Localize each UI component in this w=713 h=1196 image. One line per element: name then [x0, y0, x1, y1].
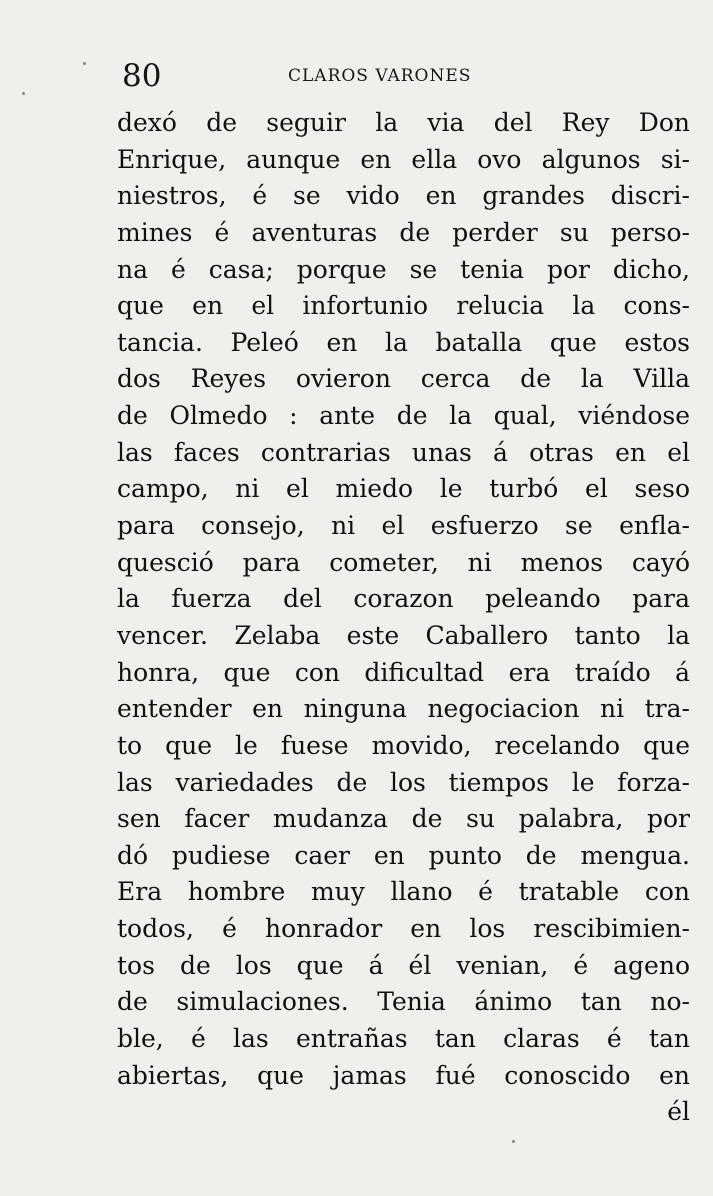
- text-line: tancia. Peleó en la batalla que estos: [117, 327, 690, 357]
- running-title: CLAROS VARONES: [288, 66, 472, 86]
- text-line: las variedades de los tiempos le forza-: [117, 767, 690, 797]
- text-line: mines é aventuras de perder su perso-: [117, 217, 690, 247]
- text-line: niestros, é se vido en grandes discri-: [117, 181, 690, 211]
- text-line: la fuerza del corazon peleando para: [117, 584, 690, 614]
- text-line: Era hombre muy llano é tratable con: [117, 877, 690, 907]
- text-line: Enrique, aunque en ella ovo algunos si-: [117, 144, 690, 174]
- text-line: abiertas, que jamas fué conoscido en: [117, 1060, 690, 1090]
- text-line: dó pudiese caer en punto de mengua.: [117, 840, 690, 870]
- text-line: honra, que con dificultad era traído á: [117, 657, 690, 687]
- text-line: vencer. Zelaba este Caballero tanto la: [117, 620, 690, 650]
- catchword: él: [667, 1097, 690, 1127]
- text-line: tos de los que á él venian, é ageno: [117, 950, 690, 980]
- text-line: na é casa; porque se tenia por dicho,: [117, 254, 690, 284]
- body-text: [117, 105, 690, 1131]
- ink-speck: [83, 62, 86, 65]
- text-line: quesció para cometer, ni menos cayó: [117, 547, 690, 577]
- text-line: to que le fuese movido, recelando que: [117, 730, 690, 760]
- page-number: 80: [122, 58, 162, 94]
- text-line: ble, é las entrañas tan claras é tan: [117, 1024, 690, 1054]
- text-line: dos Reyes ovieron cerca de la Villa: [117, 364, 690, 394]
- ink-speck: [22, 92, 25, 95]
- text-line: sen facer mudanza de su palabra, por: [117, 804, 690, 834]
- text-line: campo, ni el miedo le turbó el seso: [117, 474, 690, 504]
- page-header: [118, 58, 698, 98]
- text-line: todos, é honrador en los rescibimien-: [117, 914, 690, 944]
- text-line: de Olmedo : ante de la qual, viéndose: [117, 401, 690, 431]
- text-line: entender en ninguna negociacion ni tra-: [117, 694, 690, 724]
- ink-speck: [512, 1140, 515, 1143]
- text-line: para consejo, ni el esfuerzo se enfla-: [117, 511, 690, 541]
- text-line: que en el infortunio relucia la cons-: [117, 291, 690, 321]
- text-line: de simulaciones. Tenia ánimo tan no-: [117, 987, 690, 1017]
- text-line: dexó de seguir la via del Rey Don: [117, 108, 690, 137]
- text-line: las faces contrarias unas á otras en el: [117, 437, 690, 467]
